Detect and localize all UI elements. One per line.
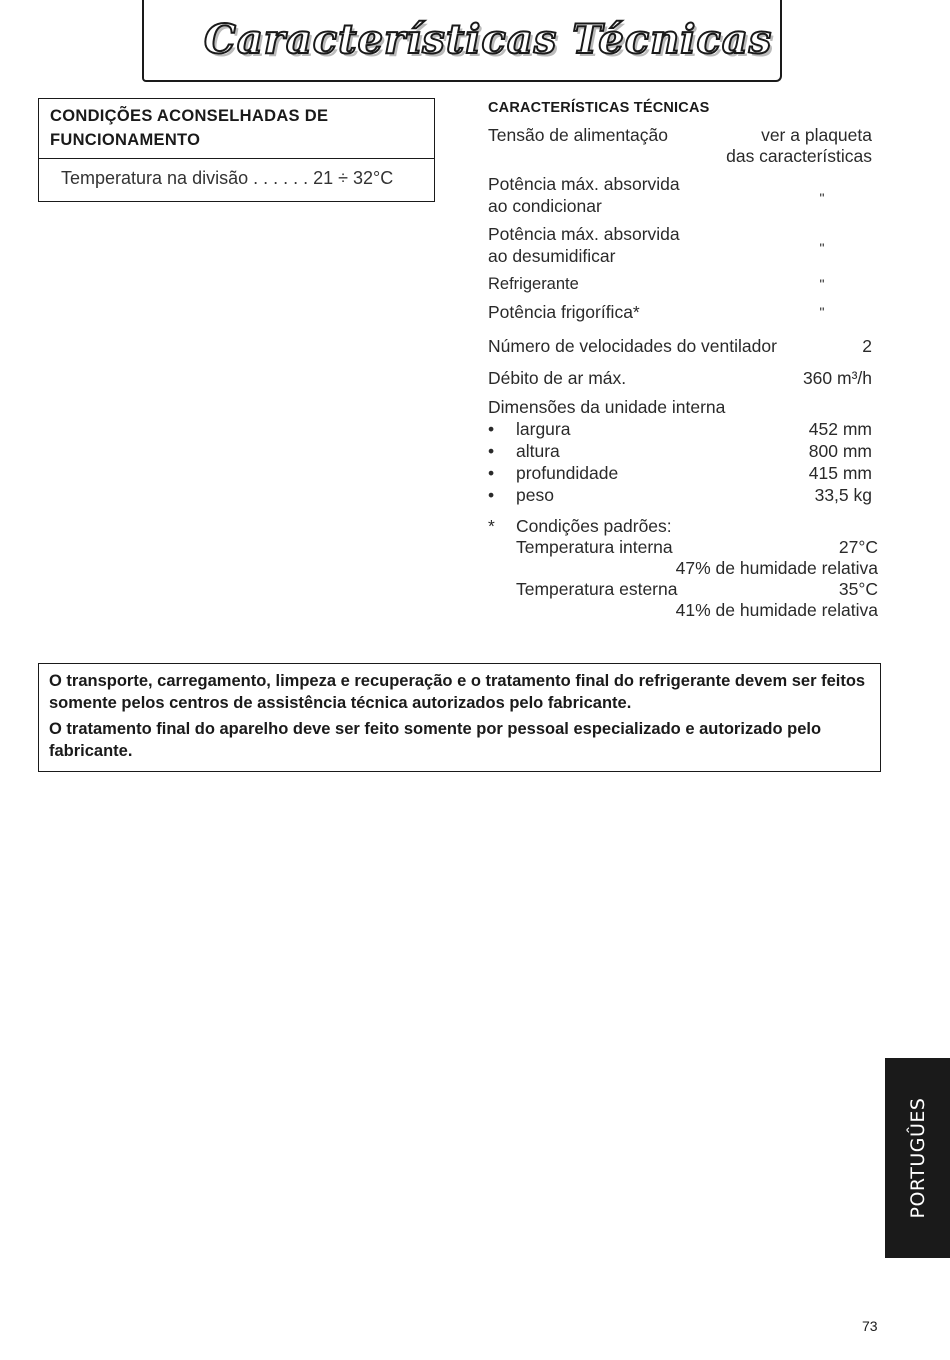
recommended-conditions-box [38, 98, 435, 202]
ditto-mark: " [819, 240, 825, 256]
refrigerant-label: Refrigerante [488, 275, 579, 293]
external-temp-label: Temperatura esterna [516, 579, 678, 599]
dimension-value: 800 mm [808, 441, 872, 461]
note-row-external-temp [488, 579, 878, 600]
power-cooling-line1: Potência máx. absorvida [488, 174, 680, 194]
dimension-label: profundidade [516, 463, 619, 483]
airflow-label: Débito de ar máx. [488, 368, 627, 388]
warning-paragraph-2: O tratamento final do aparelho deve ser feito somente por pessoal especializado e autorizado pelo fabricante. [49, 720, 822, 760]
fan-speeds-label: Número de velocidades do ventilador [488, 336, 777, 356]
note-row-internal-temp [488, 537, 878, 558]
dimensions-list [488, 418, 872, 506]
dimensions-label: Dimensões da unidade interna [488, 397, 726, 417]
internal-temp-value: 27°C [838, 537, 878, 557]
bullet-icon: • [488, 463, 495, 483]
internal-temp-label: Temperatura interna [516, 537, 673, 557]
spec-row-fan-speeds [488, 335, 872, 357]
airflow-value: 360 m³/h [802, 368, 872, 388]
warning-box [38, 663, 881, 772]
room-temperature-row: Temperatura na divisão . . . . . . 21 ÷ 32°C [61, 168, 394, 188]
dimension-value: 33,5 kg [814, 485, 872, 505]
conditions-heading [39, 99, 434, 159]
spec-row-power-cooling [488, 173, 872, 217]
ditto-mark: " [819, 190, 825, 206]
bullet-icon: • [488, 419, 495, 439]
spec-row-refrigerant [488, 273, 872, 295]
conditions-heading-line2: FUNCIONAMENTO [50, 131, 201, 149]
conditions-heading-line1: CONDIÇÕES ACONSELHADAS DE [50, 107, 329, 125]
power-dehumidify-line1: Potência máx. absorvida [488, 224, 680, 244]
fan-speeds-value: 2 [862, 336, 872, 356]
voltage-value-line1: ver a plaqueta [761, 125, 872, 145]
spec-row-cooling-capacity [488, 301, 872, 323]
bullet-icon: • [488, 485, 495, 505]
power-dehumidify-line2: ao desumidificar [488, 246, 616, 266]
external-humidity: 41% de humidade relativa [675, 600, 878, 620]
list-item [488, 484, 872, 506]
note-title: Condições padrões: [516, 516, 672, 536]
warning-paragraph-1: O transporte, carregamento, limpeza e recuperação e o tratamento final do refrigerante devem ser feitos somente pelos centros de assistência técnica autorizados pelo fabricante. [49, 672, 866, 712]
dimension-label: peso [516, 485, 554, 505]
dimension-value: 452 mm [808, 419, 872, 439]
spec-row-airflow [488, 367, 872, 389]
dimension-value: 415 mm [808, 463, 872, 483]
ditto-mark: " [819, 304, 825, 320]
title-banner [142, 0, 782, 82]
list-item [488, 462, 872, 484]
dimension-label: altura [516, 441, 560, 461]
language-tab [885, 1058, 950, 1258]
list-item [488, 440, 872, 462]
external-temp-value: 35°C [838, 579, 878, 599]
ditto-mark: " [819, 276, 825, 292]
internal-humidity: 47% de humidade relativa [675, 558, 878, 578]
voltage-value-line2: das características [726, 146, 872, 166]
power-cooling-line2: ao condicionar [488, 196, 602, 216]
bullet-icon: • [488, 441, 495, 461]
spec-row-power-dehumidify [488, 223, 872, 267]
voltage-label: Tensão de alimentação [488, 125, 668, 145]
page-title: Características Técnicas [204, 16, 773, 63]
cooling-capacity-label: Potência frigorífica* [488, 302, 640, 322]
spec-row-voltage [488, 124, 872, 146]
asterisk-icon: * [488, 516, 495, 536]
dimension-label: largura [516, 419, 571, 439]
page-number: 73 [862, 1318, 878, 1334]
list-item [488, 418, 872, 440]
language-tab-label: PORTUGÛES [906, 1097, 929, 1219]
standard-conditions-note [488, 516, 878, 621]
technical-specs [488, 98, 878, 621]
specs-heading: CARACTERÍSTICAS TÉCNICAS [488, 100, 710, 116]
